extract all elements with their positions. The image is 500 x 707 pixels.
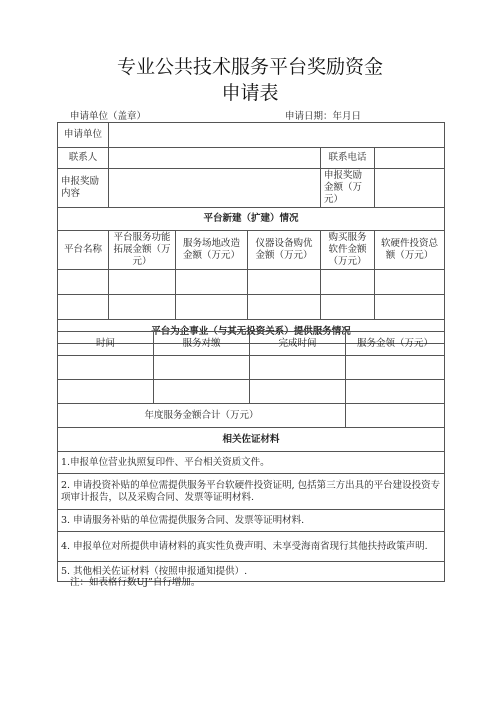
service-header-cell: 服务金领（万元） xyxy=(346,332,445,356)
section-new-heading: 平台新建（扩建）情况 xyxy=(58,208,445,231)
row-contact xyxy=(58,148,445,169)
service-table xyxy=(57,331,445,582)
service-header-cell: 服务对缴 xyxy=(154,332,250,356)
applicant-seal-label: 申请单位（盖章） xyxy=(70,111,147,122)
new-cell[interactable] xyxy=(321,270,375,295)
form-subtitle: 申请表 xyxy=(221,82,279,104)
material-row xyxy=(58,532,445,562)
contact-value[interactable] xyxy=(109,148,321,169)
unit-value[interactable] xyxy=(109,123,445,148)
new-cell[interactable] xyxy=(58,295,109,320)
material-item-1: 1.申报单位营业执照复印件、平台相关资质文件。 xyxy=(58,452,445,474)
material-row xyxy=(58,452,445,474)
section-materials-heading: 相关佐证材料 xyxy=(58,428,445,452)
service-cell[interactable] xyxy=(346,356,445,380)
unit-label: 申请单位 xyxy=(58,123,109,148)
new-header-row xyxy=(58,231,445,270)
content-value[interactable] xyxy=(109,169,321,208)
form-note: 注：如表格行数UJ”自行增加。 xyxy=(70,577,201,588)
new-cell[interactable] xyxy=(176,295,248,320)
service-header-cell: 时间 xyxy=(58,332,154,356)
new-cell[interactable] xyxy=(321,295,375,320)
service-cell[interactable] xyxy=(154,356,250,380)
annual-total-row xyxy=(58,404,445,428)
new-data-row xyxy=(58,270,445,295)
amount-label: 申报奖励金额（万元） xyxy=(321,169,375,208)
new-cell[interactable] xyxy=(375,270,445,295)
annual-total-label: 年度服务金额合计（万元） xyxy=(58,404,346,428)
new-cell[interactable] xyxy=(109,270,176,295)
application-form-table xyxy=(57,122,445,344)
service-cell[interactable] xyxy=(250,356,346,380)
service-data-row xyxy=(58,356,445,380)
new-cell[interactable] xyxy=(248,295,321,320)
service-cell[interactable] xyxy=(58,380,154,404)
row-content xyxy=(58,169,445,208)
contact-label: 联系人 xyxy=(58,148,109,169)
service-cell[interactable] xyxy=(154,380,250,404)
apply-date-label: 申请日期：年月日 xyxy=(285,111,362,122)
new-cell[interactable] xyxy=(248,270,321,295)
material-row xyxy=(58,474,445,510)
service-cell[interactable] xyxy=(250,380,346,404)
material-item-5: 5. 其他相关佐证材料（按照申报通知提供）. xyxy=(58,562,445,582)
new-header-cell: 平台服务功能拓展金额（万元） xyxy=(109,231,176,270)
new-header-cell: 平台名称 xyxy=(58,231,109,270)
new-header-cell: 服务场地改造金额（万元） xyxy=(176,231,248,270)
material-item-4: 4. 申报单位对所提供申请材料的真实性负费声明、未享受海南省现行其他扶持政策声明. xyxy=(58,532,445,562)
service-cell[interactable] xyxy=(58,356,154,380)
new-cell[interactable] xyxy=(58,270,109,295)
service-header-cell: 完成时间 xyxy=(250,332,346,356)
new-header-cell: 软硬件投资总额（万元） xyxy=(375,231,445,270)
phone-value[interactable] xyxy=(375,148,445,169)
row-unit xyxy=(58,123,445,148)
section-materials-row xyxy=(58,428,445,452)
new-cell[interactable] xyxy=(176,270,248,295)
new-header-cell: 仪器设备购优金额（万元） xyxy=(248,231,321,270)
new-data-row xyxy=(58,295,445,320)
section-service-heading: 平台为企事业（与其无投资关系）提供服务情况 xyxy=(58,320,445,344)
amount-value[interactable] xyxy=(375,169,445,208)
service-header-row xyxy=(58,332,445,356)
phone-label: 联系电话 xyxy=(321,148,375,169)
section-new-row xyxy=(58,208,445,231)
service-data-row xyxy=(58,380,445,404)
new-cell[interactable] xyxy=(109,295,176,320)
material-item-3: 3. 申请服务补贴的单位需提供服务合同、发票等证明材料. xyxy=(58,510,445,532)
new-header-cell: 购买服务软件金额（万元） xyxy=(321,231,375,270)
new-cell[interactable] xyxy=(375,295,445,320)
material-item-2: 2. 申请投资补贴的单位需提供服务平台软硬件投资证明, 包括第三方出具的平台建设投资专项审计报告，以及采购合同、发票等证明材料. xyxy=(58,474,445,510)
form-title: 专业公共技术服务平台奖励资金 xyxy=(116,56,383,78)
content-label: 申报奖励内容 xyxy=(58,169,109,208)
service-cell[interactable] xyxy=(346,380,445,404)
annual-total-value[interactable] xyxy=(346,404,445,428)
material-row xyxy=(58,510,445,532)
